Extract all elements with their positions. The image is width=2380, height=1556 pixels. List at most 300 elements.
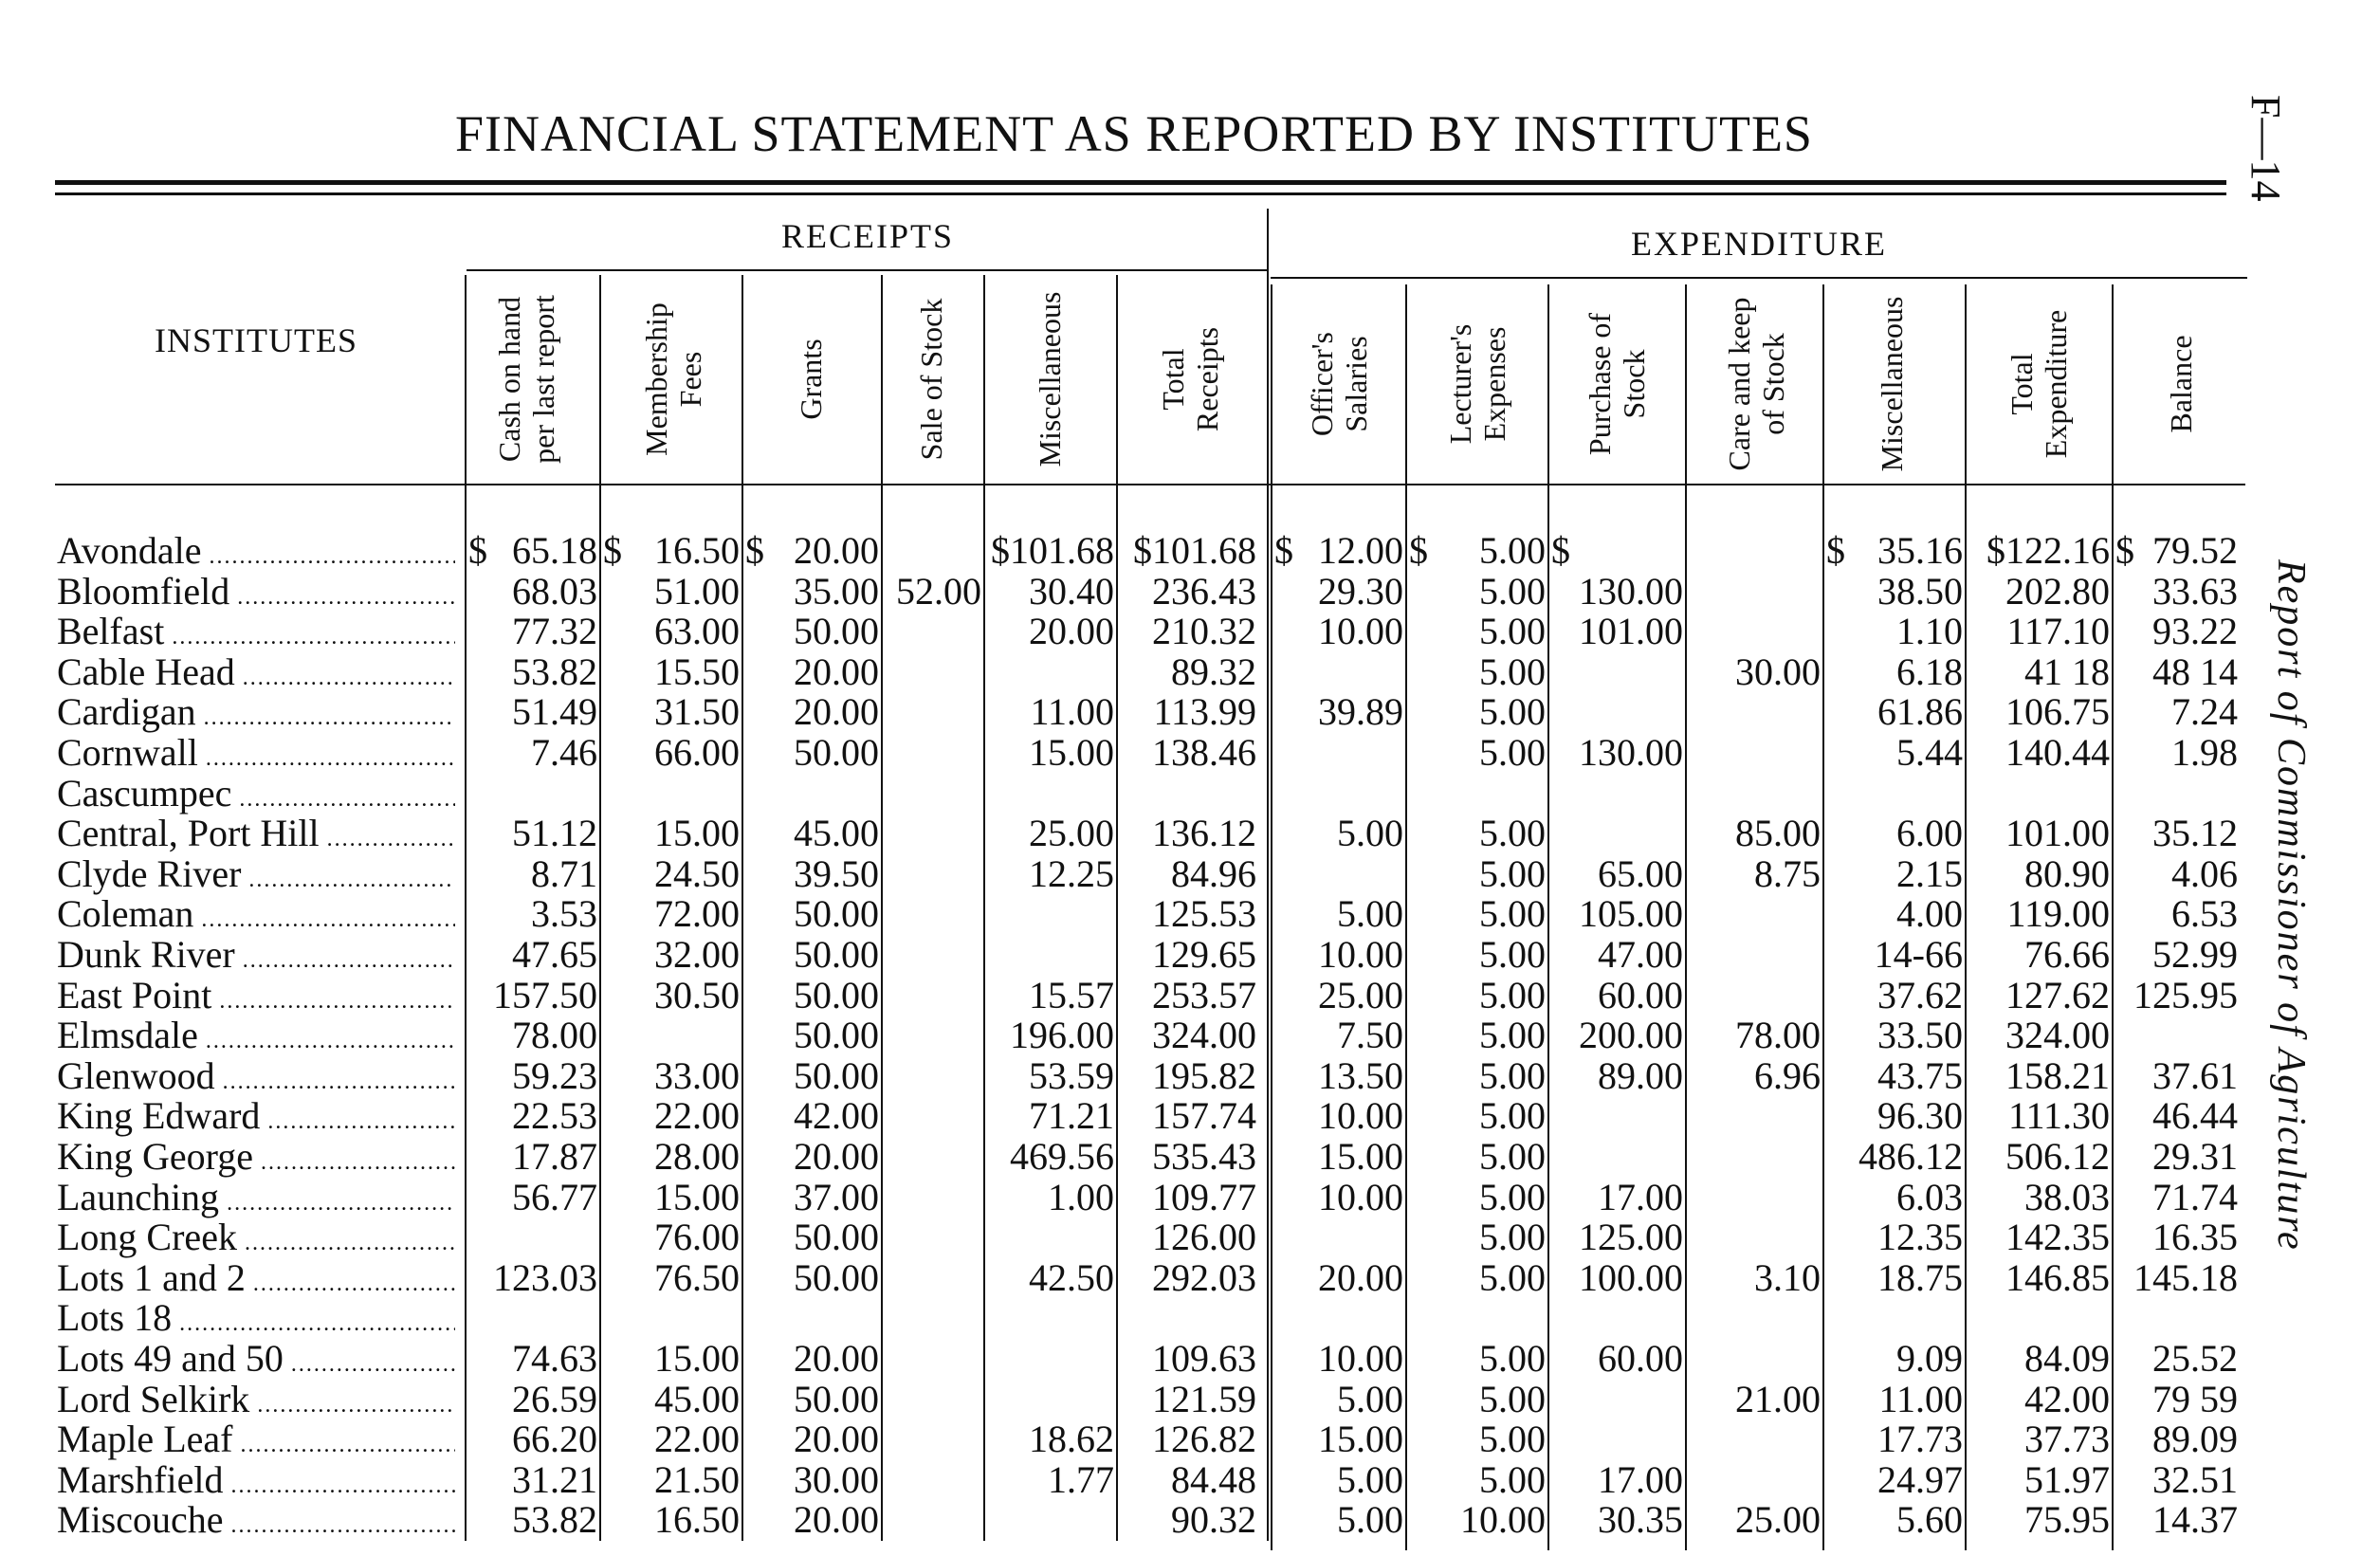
table-cell: 43.75 bbox=[1877, 1053, 1963, 1097]
table-cell: 20.00 bbox=[794, 650, 879, 693]
institute-name: Cardigan ..... bbox=[57, 692, 455, 738]
table-cell: 15.00 bbox=[1318, 1418, 1403, 1461]
table-cell: 5.00 bbox=[1337, 1457, 1403, 1501]
table-cell: 63.00 bbox=[654, 610, 740, 653]
table-cell: 50.00 bbox=[794, 1255, 879, 1299]
institute-name: Lord Selkirk ..... bbox=[57, 1380, 455, 1425]
table-cell: 1.10 bbox=[1896, 610, 1963, 653]
table-cell: 37.61 bbox=[2152, 1053, 2238, 1097]
table-cell: 12.25 bbox=[1029, 851, 1114, 895]
institute-name: Miscouche ..... bbox=[57, 1500, 455, 1546]
table-cell: 50.00 bbox=[794, 731, 879, 774]
table-cell: 113.99 bbox=[1153, 690, 1256, 734]
table-cell: 101.00 bbox=[2005, 812, 2110, 855]
table-cell: 10.00 bbox=[1318, 1337, 1403, 1380]
header-bottom-rule bbox=[55, 484, 2245, 485]
institute-name: Lots 18 ..... bbox=[57, 1298, 455, 1344]
institute-name: Cornwall ..... bbox=[57, 733, 455, 778]
table-cell: 50.00 bbox=[794, 1014, 879, 1057]
table-cell: 51.00 bbox=[654, 569, 740, 613]
table-cell: 50.00 bbox=[794, 1053, 879, 1097]
table-cell: 2.15 bbox=[1896, 851, 1963, 895]
table-cell: 52.99 bbox=[2152, 933, 2238, 976]
table-cell: 71.21 bbox=[1029, 1094, 1114, 1138]
table-cell: 50.00 bbox=[794, 1377, 879, 1420]
table-cell: 53.59 bbox=[1029, 1053, 1114, 1097]
table-cell: 5.44 bbox=[1896, 731, 1963, 774]
table-cell: 8.75 bbox=[1754, 851, 1821, 895]
table-cell: 65.18 bbox=[512, 529, 597, 572]
table-row bbox=[0, 1053, 2380, 1097]
table-cell: 76.50 bbox=[654, 1255, 740, 1299]
table-cell: 535.43 bbox=[1152, 1135, 1256, 1178]
table-row bbox=[0, 531, 2380, 571]
table-row bbox=[0, 692, 2380, 732]
table-cell: 59.23 bbox=[512, 1053, 597, 1097]
table-cell: 18.62 bbox=[1029, 1418, 1114, 1461]
table-cell: 5.00 bbox=[1479, 1216, 1546, 1259]
table-cell: 7.46 bbox=[531, 731, 597, 774]
institute-name: Belfast ..... bbox=[57, 612, 455, 657]
receipts-header: RECEIPTS bbox=[780, 217, 955, 255]
column-header: Lecturer's Expenses bbox=[1443, 323, 1511, 445]
table-cell: 50.00 bbox=[794, 973, 879, 1016]
institute-name: Glenwood ..... bbox=[57, 1056, 455, 1102]
institute-name: Coleman ..... bbox=[57, 894, 455, 940]
table-cell: 29.30 bbox=[1318, 569, 1403, 613]
table-cell: 68.03 bbox=[512, 569, 597, 613]
table-cell: 56.77 bbox=[512, 1175, 597, 1218]
side-caption: Report of Commissioner of Agriculture bbox=[2269, 559, 2313, 1252]
table-cell: 48 14 bbox=[2152, 650, 2238, 693]
table-cell: 109.63 bbox=[1152, 1337, 1256, 1380]
table-cell: 5.00 bbox=[1479, 1418, 1546, 1461]
table-cell: 5.00 bbox=[1337, 1377, 1403, 1420]
table-row bbox=[0, 1377, 2380, 1420]
table-cell: 5.00 bbox=[1479, 731, 1546, 774]
table-cell: 10.00 bbox=[1460, 1498, 1546, 1542]
table-cell: 14.37 bbox=[2152, 1498, 2238, 1542]
table-cell: 10.00 bbox=[1318, 933, 1403, 976]
column-header: Purchase of Stock bbox=[1583, 312, 1651, 456]
table-cell: 5.00 bbox=[1479, 1135, 1546, 1178]
table-cell: 158.21 bbox=[2005, 1053, 2110, 1097]
table-row bbox=[0, 1175, 2380, 1218]
table-cell: 3.53 bbox=[531, 892, 597, 936]
table-cell: 89.09 bbox=[2152, 1418, 2238, 1461]
table-cell: 12.35 bbox=[1877, 1216, 1963, 1259]
table-cell: 15.00 bbox=[654, 1337, 740, 1380]
table-cell: 130.00 bbox=[1579, 731, 1683, 774]
top-rule bbox=[55, 180, 2226, 185]
table-cell: 200.00 bbox=[1579, 1014, 1683, 1057]
table-cell: 50.00 bbox=[794, 610, 879, 653]
table-cell: 30.50 bbox=[654, 973, 740, 1016]
table-cell: 119.00 bbox=[2006, 892, 2110, 936]
institute-name: King George ..... bbox=[57, 1137, 455, 1182]
table-cell: 5.00 bbox=[1479, 1053, 1546, 1097]
institute-name: Elmsdale ..... bbox=[57, 1016, 455, 1061]
table-cell: 50.00 bbox=[794, 933, 879, 976]
table-cell: 5.00 bbox=[1479, 1255, 1546, 1299]
table-cell: 5.00 bbox=[1479, 892, 1546, 936]
table-row bbox=[0, 851, 2380, 895]
table-cell: 60.00 bbox=[1598, 1337, 1683, 1380]
table-cell: 53.82 bbox=[512, 650, 597, 693]
table-cell: 5.00 bbox=[1337, 1498, 1403, 1542]
table-cell: 11.00 bbox=[1030, 690, 1114, 734]
table-cell: 60.00 bbox=[1598, 973, 1683, 1016]
table-cell: 195.82 bbox=[1152, 1053, 1256, 1097]
page-number: F—14 bbox=[2243, 95, 2289, 202]
table-cell: 74.63 bbox=[512, 1337, 597, 1380]
currency-symbol: $ bbox=[1274, 529, 1293, 572]
table-cell: 52.00 bbox=[896, 569, 981, 613]
institute-name: Lots 49 and 50 ..... bbox=[57, 1339, 455, 1384]
table-cell: 42.50 bbox=[1029, 1255, 1114, 1299]
column-header: Officer's Salaries bbox=[1305, 331, 1373, 437]
institute-name: Central, Port Hill ..... bbox=[57, 814, 455, 859]
institute-name: Clyde River ..... bbox=[57, 854, 455, 900]
table-cell: 129.65 bbox=[1152, 933, 1256, 976]
table-cell: 126.82 bbox=[1152, 1418, 1256, 1461]
table-cell: 1.77 bbox=[1048, 1457, 1114, 1501]
table-cell: 6.00 bbox=[1896, 812, 1963, 855]
table-cell: 35.16 bbox=[1877, 529, 1963, 572]
institute-name: Marshfield ..... bbox=[57, 1460, 455, 1506]
currency-symbol: $ bbox=[1551, 529, 1570, 572]
table-cell: 61.86 bbox=[1877, 690, 1963, 734]
table-cell: 45.00 bbox=[794, 812, 879, 855]
table-cell: 5.00 bbox=[1479, 1094, 1546, 1138]
table-row bbox=[0, 774, 2380, 814]
table-cell: 5.00 bbox=[1479, 1457, 1546, 1501]
table-cell: 20.00 bbox=[794, 1337, 879, 1380]
table-cell: 96.30 bbox=[1877, 1094, 1963, 1138]
table-cell: 13.50 bbox=[1318, 1053, 1403, 1097]
table-cell: 84.96 bbox=[1171, 851, 1256, 895]
table-row bbox=[0, 894, 2380, 934]
table-cell: 4.00 bbox=[1896, 892, 1963, 936]
table-cell: 30.00 bbox=[794, 1457, 879, 1501]
table-cell: 236.43 bbox=[1152, 569, 1256, 613]
table-cell: 5.00 bbox=[1479, 690, 1546, 734]
table-row bbox=[0, 1339, 2380, 1379]
table-cell: 12.00 bbox=[1318, 529, 1403, 572]
institute-name: Bloomfield ..... bbox=[57, 572, 455, 617]
table-cell: 17.87 bbox=[512, 1135, 597, 1178]
table-cell: 486.12 bbox=[1858, 1135, 1963, 1178]
institute-name: Maple Leaf ..... bbox=[57, 1419, 455, 1465]
institute-name: Avondale ..... bbox=[57, 531, 455, 577]
expenditure-header: EXPENDITURE bbox=[1631, 225, 1887, 263]
table-cell: 42.00 bbox=[794, 1094, 879, 1138]
table-cell: 1.98 bbox=[2171, 731, 2238, 774]
table-cell: 140.44 bbox=[2005, 731, 2110, 774]
table-cell: 15.50 bbox=[654, 650, 740, 693]
table-cell: 5.00 bbox=[1479, 851, 1546, 895]
table-cell: 37.00 bbox=[794, 1175, 879, 1218]
table-cell: 33.50 bbox=[1877, 1014, 1963, 1057]
table-row bbox=[0, 652, 2380, 692]
table-cell: 31.50 bbox=[654, 690, 740, 734]
column-header: Care and keep of Stock bbox=[1722, 297, 1790, 471]
table-row bbox=[0, 1500, 2380, 1540]
receipts-rule bbox=[467, 269, 1268, 271]
table-cell: 5.00 bbox=[1479, 569, 1546, 613]
table-cell: 6.03 bbox=[1896, 1175, 1963, 1218]
table-cell: 7.24 bbox=[2171, 690, 2238, 734]
table-cell: 50.00 bbox=[794, 1216, 879, 1259]
table-cell: 24.97 bbox=[1877, 1457, 1963, 1501]
institute-name: Cascumpec ..... bbox=[57, 774, 455, 819]
table-cell: 33.00 bbox=[654, 1053, 740, 1097]
table-cell: 127.62 bbox=[2005, 973, 2110, 1016]
table-cell: 25.00 bbox=[1029, 812, 1114, 855]
column-header: Membership Fees bbox=[639, 302, 707, 456]
table-row bbox=[0, 569, 2380, 613]
table-cell: 25.00 bbox=[1735, 1498, 1821, 1542]
table-cell: 138.46 bbox=[1152, 731, 1256, 774]
table-cell: 5.00 bbox=[1479, 529, 1546, 572]
column-header: Sale of Stock bbox=[914, 298, 948, 461]
table-cell: 24.50 bbox=[654, 851, 740, 895]
currency-symbol: $ bbox=[1826, 529, 1845, 572]
institute-name: Cable Head ..... bbox=[57, 652, 455, 698]
table-row bbox=[0, 1298, 2380, 1338]
table-cell: 145.18 bbox=[2133, 1255, 2238, 1299]
table-cell: 51.12 bbox=[512, 812, 597, 855]
table-cell: 5.00 bbox=[1479, 1175, 1546, 1218]
expenditure-rule bbox=[1271, 277, 2247, 279]
table-cell: 22.00 bbox=[654, 1418, 740, 1461]
currency-symbol: $ bbox=[468, 529, 487, 572]
table-cell: 125.00 bbox=[1579, 1216, 1683, 1259]
table-cell: 38.50 bbox=[1877, 569, 1963, 613]
table-cell: 20.00 bbox=[1318, 1255, 1403, 1299]
table-cell: 30.35 bbox=[1598, 1498, 1683, 1542]
table-cell: 41 18 bbox=[2024, 650, 2110, 693]
table-cell: 17.73 bbox=[1877, 1418, 1963, 1461]
table-cell: 5.00 bbox=[1479, 1337, 1546, 1380]
table-cell: 136.12 bbox=[1152, 812, 1256, 855]
table-cell: 17.00 bbox=[1598, 1175, 1683, 1218]
table-cell: 46.44 bbox=[2152, 1094, 2238, 1138]
table-cell: 33.63 bbox=[2152, 569, 2238, 613]
table-cell: 6.18 bbox=[1896, 650, 1963, 693]
table-row bbox=[0, 1137, 2380, 1177]
currency-symbol: $ bbox=[1409, 529, 1428, 572]
table-cell: 29.31 bbox=[2152, 1135, 2238, 1178]
table-cell: 16.50 bbox=[654, 529, 740, 572]
table-cell: 45.00 bbox=[654, 1377, 740, 1420]
table-cell: 100.00 bbox=[1579, 1255, 1683, 1299]
table-cell: 5.00 bbox=[1479, 610, 1546, 653]
table-cell: 5.00 bbox=[1479, 1377, 1546, 1420]
table-cell: 53.82 bbox=[512, 1498, 597, 1542]
institutes-header: INSTITUTES bbox=[155, 321, 357, 359]
table-cell: 6.53 bbox=[2171, 892, 2238, 936]
column-header: Miscellaneous bbox=[1033, 291, 1067, 467]
institute-name: Long Creek ..... bbox=[57, 1217, 455, 1263]
table-cell: 90.32 bbox=[1171, 1498, 1256, 1542]
table-cell: 26.59 bbox=[512, 1377, 597, 1420]
table-cell: 30.40 bbox=[1029, 569, 1114, 613]
top-rule-second bbox=[55, 192, 2226, 195]
table-cell: 157.50 bbox=[493, 973, 597, 1016]
table-cell: 66.00 bbox=[654, 731, 740, 774]
table-row bbox=[0, 733, 2380, 773]
table-row bbox=[0, 814, 2380, 853]
table-cell: 125.53 bbox=[1152, 892, 1256, 936]
table-cell: 79.52 bbox=[2152, 529, 2238, 572]
table-row bbox=[0, 1255, 2380, 1299]
table-cell: 35.00 bbox=[794, 569, 879, 613]
table-cell: 16.50 bbox=[654, 1498, 740, 1542]
table-cell: 5.00 bbox=[1479, 812, 1546, 855]
table-cell: 123.03 bbox=[493, 1255, 597, 1299]
table-cell: 15.00 bbox=[1318, 1135, 1403, 1178]
table-cell: 253.57 bbox=[1152, 973, 1256, 1016]
table-row bbox=[0, 935, 2380, 975]
column-header: Total Receipts bbox=[1156, 326, 1224, 432]
table-cell: 5.00 bbox=[1479, 1014, 1546, 1057]
column-header: Cash on hand per last report bbox=[492, 295, 560, 464]
table-cell: 18.75 bbox=[1877, 1255, 1963, 1299]
table-cell: 80.90 bbox=[2024, 851, 2110, 895]
table-row bbox=[0, 1419, 2380, 1459]
table-cell: 109.77 bbox=[1152, 1175, 1256, 1218]
table-cell: 105.00 bbox=[1579, 892, 1683, 936]
currency-symbol: $ bbox=[2115, 529, 2134, 572]
table-cell: 84.09 bbox=[2024, 1337, 2110, 1380]
table-cell: 506.12 bbox=[2005, 1135, 2110, 1178]
table-cell: 324.00 bbox=[2005, 1014, 2110, 1057]
table-cell: 146.85 bbox=[2005, 1255, 2110, 1299]
institute-name: Dunk River ..... bbox=[57, 935, 455, 980]
table-cell: 89.32 bbox=[1171, 650, 1256, 693]
table-cell: 3.10 bbox=[1754, 1255, 1821, 1299]
table-cell: 10.00 bbox=[1318, 1175, 1403, 1218]
table-cell: 76.66 bbox=[2024, 933, 2110, 976]
table-cell: 21.50 bbox=[654, 1457, 740, 1501]
table-cell: 89.00 bbox=[1598, 1053, 1683, 1097]
table-cell: 79 59 bbox=[2152, 1377, 2238, 1420]
table-cell: 85.00 bbox=[1735, 812, 1821, 855]
institute-name: East Point ..... bbox=[57, 976, 455, 1021]
table-cell: 125.95 bbox=[2133, 973, 2238, 1016]
table-cell: 11.00 bbox=[1878, 1377, 1963, 1420]
table-cell: 469.56 bbox=[1010, 1135, 1114, 1178]
table-cell: $122.16 bbox=[1986, 529, 2110, 572]
table-cell: 22.53 bbox=[512, 1094, 597, 1138]
table-cell: 42.00 bbox=[2024, 1377, 2110, 1420]
table-cell: 77.32 bbox=[512, 610, 597, 653]
table-cell: 10.00 bbox=[1318, 1094, 1403, 1138]
table-cell: 35.12 bbox=[2152, 812, 2238, 855]
table-cell: 30.00 bbox=[1735, 650, 1821, 693]
page-title: FINANCIAL STATEMENT AS REPORTED BY INSTITUTES bbox=[455, 105, 1813, 162]
table-cell: 76.00 bbox=[654, 1216, 740, 1259]
table-cell: 157.74 bbox=[1152, 1094, 1256, 1138]
table-row bbox=[0, 1016, 2380, 1055]
institute-name: King Edward ..... bbox=[57, 1096, 455, 1142]
table-cell: 4.06 bbox=[2171, 851, 2238, 895]
table-cell: 8.71 bbox=[531, 851, 597, 895]
table-cell: 21.00 bbox=[1735, 1377, 1821, 1420]
institute-name: Launching ..... bbox=[57, 1178, 455, 1223]
table-cell: 1.00 bbox=[1048, 1175, 1114, 1218]
table-cell: 71.74 bbox=[2152, 1175, 2238, 1218]
table-cell: 6.96 bbox=[1754, 1053, 1821, 1097]
table-cell: 16.35 bbox=[2152, 1216, 2238, 1259]
currency-symbol: $ bbox=[603, 529, 622, 572]
table-cell: 51.49 bbox=[512, 690, 597, 734]
table-cell: 32.00 bbox=[654, 933, 740, 976]
table-cell: 20.00 bbox=[794, 1418, 879, 1461]
table-cell: 15.00 bbox=[654, 812, 740, 855]
column-header: Balance bbox=[2164, 335, 2198, 433]
table-cell: 37.73 bbox=[2024, 1418, 2110, 1461]
table-cell: 38.03 bbox=[2024, 1175, 2110, 1218]
table-cell: 101.00 bbox=[1579, 610, 1683, 653]
table-cell: 37.62 bbox=[1877, 973, 1963, 1016]
table-cell: 15.00 bbox=[654, 1175, 740, 1218]
table-cell: 47.65 bbox=[512, 933, 597, 976]
table-row bbox=[0, 1217, 2380, 1257]
table-cell: 51.97 bbox=[2024, 1457, 2110, 1501]
table-cell: 28.00 bbox=[654, 1135, 740, 1178]
table-cell: 15.57 bbox=[1029, 973, 1114, 1016]
table-cell: 25.00 bbox=[1318, 973, 1403, 1016]
table-cell: 78.00 bbox=[512, 1014, 597, 1057]
table-cell: 65.00 bbox=[1598, 851, 1683, 895]
table-cell: 5.00 bbox=[1337, 892, 1403, 936]
table-cell: 20.00 bbox=[794, 1498, 879, 1542]
table-cell: 14-66 bbox=[1874, 933, 1963, 976]
column-header: Total Expenditure bbox=[2005, 309, 2073, 459]
table-row bbox=[0, 973, 2380, 1016]
table-cell: 84.48 bbox=[1171, 1457, 1256, 1501]
table-cell: 292.03 bbox=[1152, 1255, 1256, 1299]
table-row bbox=[0, 612, 2380, 651]
table-cell: 126.00 bbox=[1152, 1216, 1256, 1259]
institute-name: Lots 1 and 2 ..... bbox=[57, 1258, 455, 1304]
table-cell: 106.75 bbox=[2005, 690, 2110, 734]
table-cell: 202.80 bbox=[2005, 569, 2110, 613]
table-cell: 121.59 bbox=[1152, 1377, 1256, 1420]
table-cell: 5.00 bbox=[1479, 933, 1546, 976]
table-cell: 47.00 bbox=[1598, 933, 1683, 976]
table-cell: 7.50 bbox=[1337, 1014, 1403, 1057]
column-header: Miscellaneous bbox=[1875, 296, 1909, 472]
table-cell: 210.32 bbox=[1152, 610, 1256, 653]
table-cell: 10.00 bbox=[1318, 610, 1403, 653]
table-row bbox=[0, 1096, 2380, 1136]
table-cell: 324.00 bbox=[1152, 1014, 1256, 1057]
table-cell: 5.00 bbox=[1337, 812, 1403, 855]
table-cell: 111.30 bbox=[2007, 1094, 2110, 1138]
table-cell: 22.00 bbox=[654, 1094, 740, 1138]
table-cell: 75.95 bbox=[2024, 1498, 2110, 1542]
table-cell: 20.00 bbox=[794, 690, 879, 734]
table-cell: 25.52 bbox=[2152, 1337, 2238, 1380]
table-cell: $101.68 bbox=[1133, 529, 1256, 572]
table-cell: 39.89 bbox=[1318, 690, 1403, 734]
table-cell: 142.35 bbox=[2005, 1216, 2110, 1259]
table-cell: 20.00 bbox=[794, 1135, 879, 1178]
table-cell: 20.00 bbox=[1029, 610, 1114, 653]
